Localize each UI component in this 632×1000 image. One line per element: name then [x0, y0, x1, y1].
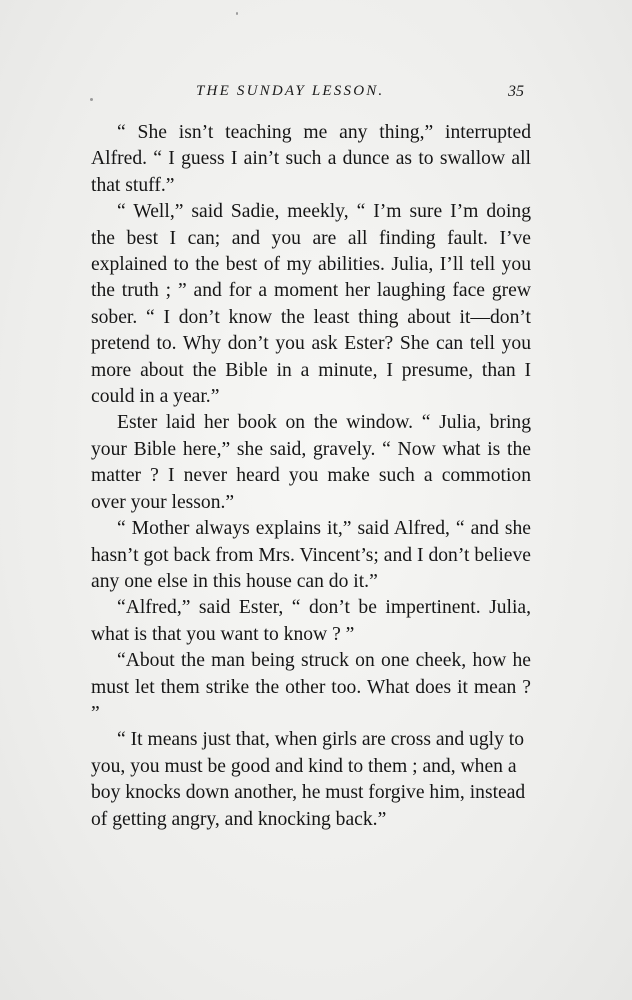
- paragraph: Ester laid her book on the window. “ Julia, bring your Bible here,” she said, gravely. “ Now what is the matter ? I never heard you make such a commotion over your lesson.”: [91, 412, 531, 513]
- body-text: [91, 120, 531, 833]
- paragraph: “ Mother always explains it,” said Alfred, “ and she hasn’t got back from Mrs. Vincent’s; and I don’t believe any one else in this house can do it.”: [91, 518, 531, 592]
- paragraph: “Alfred,” said Ester, “ don’t be impertinent. Julia, what is that you want to know ? ”: [91, 597, 531, 645]
- paragraph: “About the man being struck on one cheek, how he must let them strike the other too. What does it mean ? ”: [91, 650, 531, 724]
- running-header: [0, 83, 632, 105]
- paragraph: “ It means just that, when girls are cross and ugly to you, you must be good and kind to them ; and, when a boy knocks down another, he must forgive him, instead of getting angry, and knocking back.”: [91, 729, 526, 830]
- paragraph: “ Well,” said Sadie, meekly, “ I’m sure I’m doing the best I can; and you are all finding fault. I’ve explained to the best of my abilities. Julia, I’ll tell you the truth ; ” and for a moment her laughing face grew sober. “ I don’t know the least thing about it—don’t pretend to. Why don’t you ask Ester? She can tell you more about the Bible in a minute, I presume, than I could in a year.”: [91, 201, 531, 408]
- page-number: 35: [508, 83, 524, 100]
- paragraph: “ She isn’t teaching me any thing,” interrupted Alfred. “ I guess I ain’t such a dunce as to swallow all that stuff.”: [91, 122, 531, 196]
- paper-speck: [236, 12, 238, 15]
- running-title: THE SUNDAY LESSON.: [196, 83, 385, 99]
